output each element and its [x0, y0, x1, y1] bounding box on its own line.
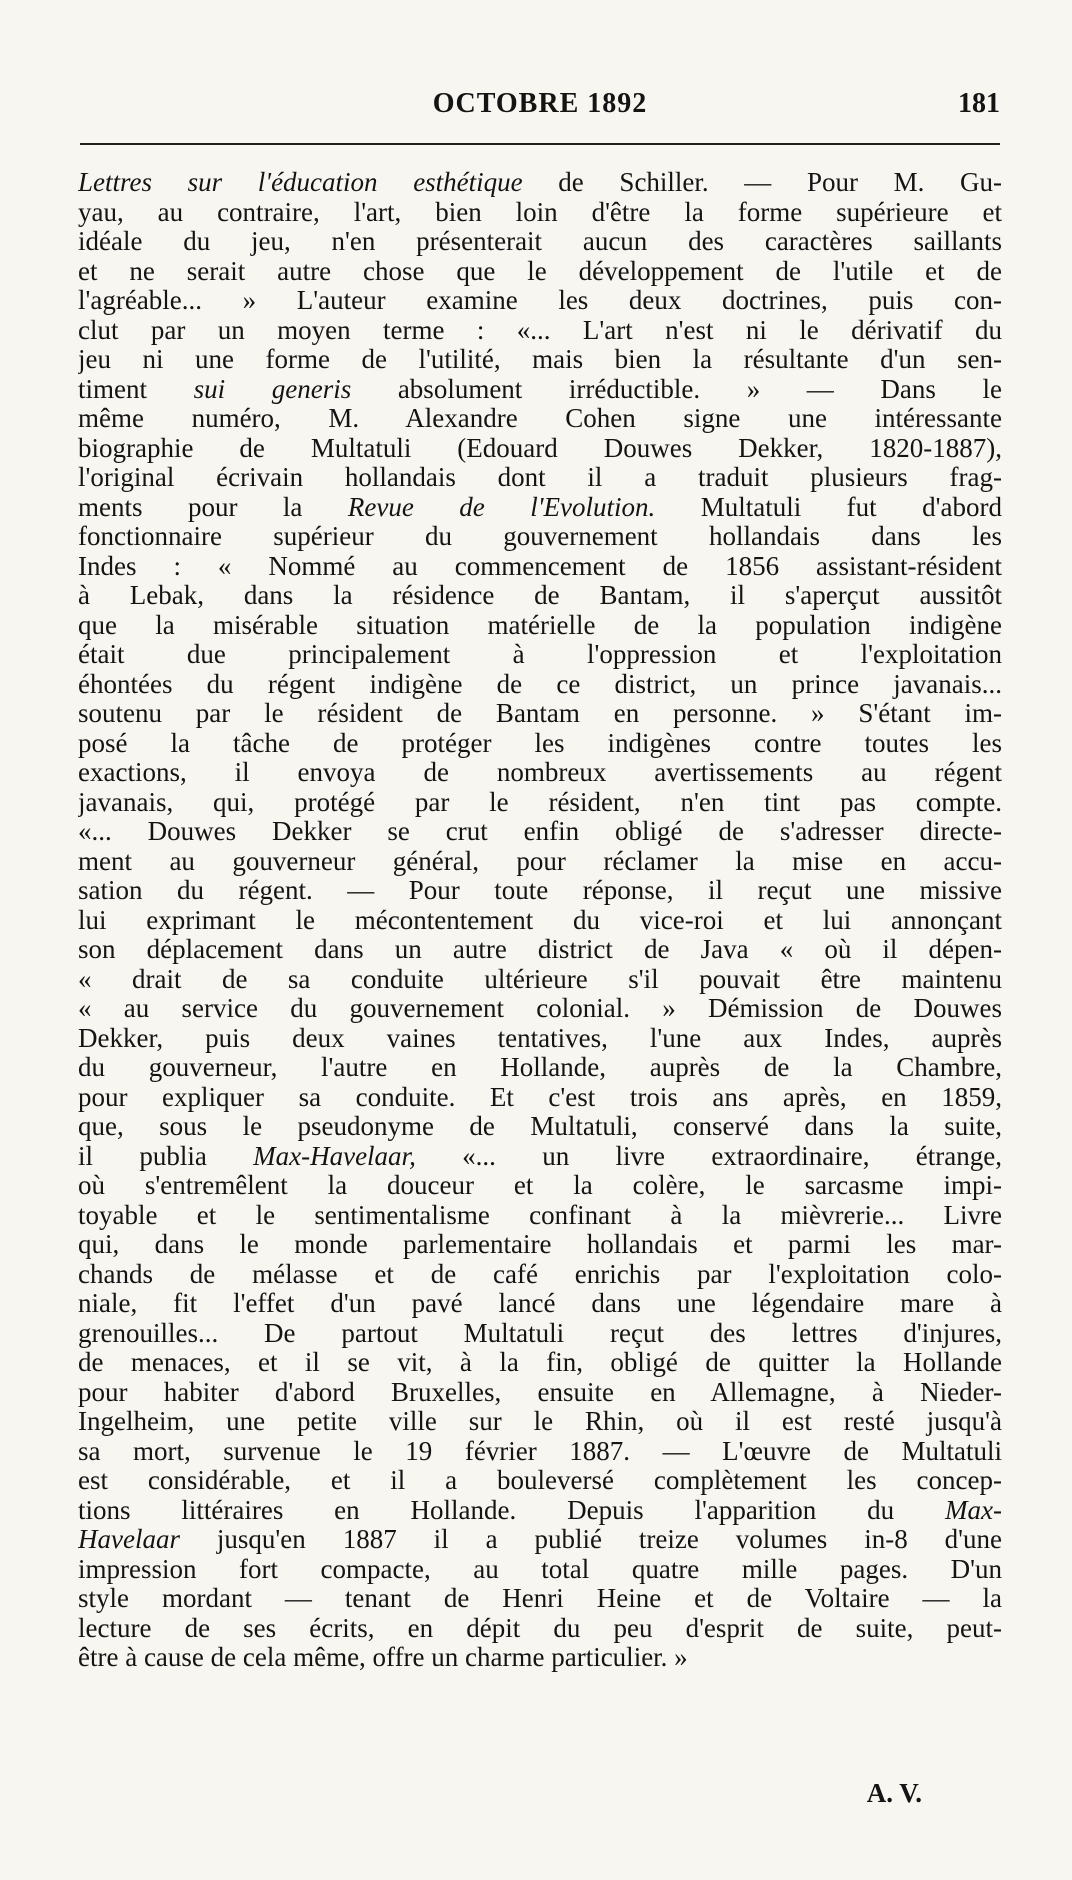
- text-line: [78, 935, 1002, 965]
- text-segment: Dekker, puis deux vaines tentatives, l'une aux Indes, auprès: [78, 1023, 1002, 1053]
- italic-segment: sui generis: [193, 374, 352, 404]
- text-segment: biographie de Multatuli (Edouard Douwes Dekker, 1820-1887),: [78, 433, 1002, 463]
- text-segment: son déplacement dans un autre district de Java « où il dépen-: [78, 935, 1002, 964]
- text-line: [78, 257, 1002, 287]
- text-segment: grenouilles... De partout Multatuli reçut des lettres d'injures,: [78, 1318, 1002, 1348]
- text-segment: l'original écrivain hollandais dont il a traduit plusieurs frag-: [78, 463, 1002, 492]
- text-line: [78, 198, 1002, 228]
- text-segment: même numéro, M. Alexandre Cohen signe une intéressante: [78, 404, 1002, 433]
- text-segment: « drait de sa conduite ultérieure s'il pouvait être maintenu: [78, 964, 1002, 994]
- text-segment: ments pour la: [78, 492, 348, 522]
- text-line: [78, 552, 1002, 582]
- text-line: [78, 729, 1002, 759]
- text-segment: pour habiter d'abord Bruxelles, ensuite en Allemagne, à Nieder-: [78, 1377, 1002, 1407]
- text-segment: il publia: [78, 1141, 254, 1171]
- text-line: [78, 522, 1002, 552]
- text-segment: où s'entremêlent la douceur et la colère, le sarcasme impi-: [78, 1171, 1002, 1200]
- text-line: [78, 1289, 1002, 1319]
- text-line: [78, 758, 1002, 788]
- text-segment: soutenu par le résident de Bantam en personne. » S'étant im-: [78, 699, 1002, 728]
- text-line: [78, 1614, 1002, 1644]
- text-segment: toyable et le sentimentalisme confinant à la mièvrerie... Livre: [78, 1200, 1002, 1230]
- text-segment: Ingelheim, une petite ville sur le Rhin, où il est resté jusqu'à: [78, 1407, 1002, 1436]
- text-segment: que la misérable situation matérielle de la population indigène: [78, 610, 1002, 640]
- text-segment: tions littéraires en Hollande. Depuis l'apparition du: [78, 1495, 946, 1525]
- running-header: [80, 88, 1000, 128]
- text-line: [78, 1083, 1002, 1113]
- text-line: [78, 670, 1002, 700]
- text-segment: être à cause de cela même, offre un charme particulier. »: [78, 1643, 688, 1672]
- text-segment: éhontées du régent indigène de ce district, un prince javanais...: [78, 669, 1002, 699]
- text-line: [78, 1378, 1002, 1408]
- text-line: [78, 1201, 1002, 1231]
- text-segment: exactions, il envoya de nombreux avertissements au régent: [78, 758, 1002, 787]
- text-line: [78, 1407, 1002, 1437]
- text-segment: timent: [78, 374, 194, 404]
- text-line: [78, 640, 1002, 670]
- body-text: [78, 168, 1002, 1673]
- text-line: [78, 1230, 1002, 1260]
- text-line: [78, 1260, 1002, 1290]
- text-line: [78, 1555, 1002, 1585]
- text-segment: javanais, qui, protégé par le résident, n'en tint pas compte.: [78, 787, 1002, 817]
- text-line: [78, 1142, 1002, 1172]
- text-segment: Multatuli fut d'abord: [655, 492, 1002, 522]
- text-segment: style mordant — tenant de Henri Heine et de Voltaire — la: [78, 1584, 1002, 1613]
- text-line: [78, 434, 1002, 464]
- text-line: [78, 1496, 1002, 1526]
- text-line: [78, 375, 1002, 405]
- text-line: [78, 168, 1002, 198]
- text-line: [78, 1171, 1002, 1201]
- header-rule: [80, 143, 1000, 145]
- text-line: [78, 286, 1002, 316]
- text-segment: «... un livre extraordinaire, étrange,: [415, 1141, 1002, 1171]
- text-segment: lui exprimant le mécontentement du vice-roi et lui annonçant: [78, 905, 1002, 935]
- text-segment: posé la tâche de protéger les indigènes contre toutes les: [78, 728, 1002, 758]
- text-segment: est considérable, et il a bouleversé complètement les concep-: [78, 1466, 1002, 1495]
- text-line: [78, 345, 1002, 375]
- text-segment: que, sous le pseudonyme de Multatuli, conservé dans la suite,: [78, 1112, 1002, 1141]
- text-segment: yau, au contraire, l'art, bien loin d'être la forme supérieure et: [78, 197, 1002, 227]
- text-line: [78, 788, 1002, 818]
- text-line: [78, 847, 1002, 877]
- text-segment: qui, dans le monde parlementaire hollandais et parmi les mar-: [78, 1230, 1002, 1259]
- text-line: [78, 1053, 1002, 1083]
- italic-segment: Max-Havelaar,: [253, 1141, 416, 1171]
- text-line: [78, 493, 1002, 523]
- text-segment: l'agréable... » L'auteur examine les deux doctrines, puis con-: [78, 286, 1002, 315]
- text-line: [78, 463, 1002, 493]
- text-segment: lecture de ses écrits, en dépit du peu d'esprit de suite, peut-: [78, 1613, 1002, 1643]
- text-segment: du gouverneur, l'autre en Hollande, auprès de la Chambre,: [78, 1053, 1002, 1082]
- italic-segment: Lettres sur l'éducation esthétique: [78, 168, 523, 197]
- text-line: [78, 404, 1002, 434]
- text-line: [78, 1024, 1002, 1054]
- text-line: [78, 581, 1002, 611]
- text-segment: jeu ni une forme de l'utilité, mais bien la résultante d'un sen-: [78, 345, 1002, 374]
- text-line: [78, 1525, 1002, 1555]
- text-line: [78, 1319, 1002, 1349]
- text-line: [78, 1466, 1002, 1496]
- text-line: [78, 611, 1002, 641]
- text-segment: « au service du gouvernement colonial. » Démission de Douwes: [78, 994, 1002, 1023]
- text-segment: à Lebak, dans la résidence de Bantam, il s'aperçut aussitôt: [78, 581, 1002, 610]
- author-signature: A. V.: [866, 1778, 922, 1808]
- text-segment: sa mort, survenue le 19 février 1887. — L'œuvre de Multatuli: [78, 1436, 1002, 1466]
- text-segment: pour expliquer sa conduite. Et c'est trois ans après, en 1859,: [78, 1082, 1002, 1112]
- text-line: [78, 1437, 1002, 1467]
- text-segment: était due principalement à l'oppression et l'exploitation: [78, 640, 1002, 669]
- text-segment: sation du régent. — Pour toute réponse, il reçut une missive: [78, 876, 1002, 905]
- text-line: [78, 906, 1002, 936]
- page-number: 181: [958, 88, 1000, 119]
- text-segment: absolument irréductible. » — Dans le: [351, 374, 1002, 404]
- italic-segment: Max-: [945, 1495, 1002, 1525]
- italic-segment: Revue de l'Evolution.: [347, 492, 656, 522]
- text-line: [78, 1112, 1002, 1142]
- text-segment: «... Douwes Dekker se crut enfin obligé de s'adresser directe-: [78, 817, 1002, 846]
- text-segment: impression fort compacte, au total quatre mille pages. D'un: [78, 1554, 1002, 1584]
- text-line: [78, 817, 1002, 847]
- text-line: [78, 316, 1002, 346]
- text-segment: idéale du jeu, n'en présenterait aucun des caractères saillants: [78, 227, 1002, 256]
- italic-segment: Havelaar: [78, 1525, 180, 1554]
- text-line: [78, 1643, 1002, 1673]
- text-segment: de menaces, et il se vit, à la fin, obligé de quitter la Hollande: [78, 1348, 1002, 1377]
- text-segment: fonctionnaire supérieur du gouvernement hollandais dans les: [78, 522, 1002, 551]
- text-line: [78, 699, 1002, 729]
- text-line: [78, 876, 1002, 906]
- text-segment: jusqu'en 1887 il a publié treize volumes in-8 d'une: [179, 1525, 1002, 1554]
- text-segment: clut par un moyen terme : «... L'art n'est ni le dérivatif du: [78, 315, 1002, 345]
- text-segment: et ne serait autre chose que le développement de l'utile et de: [78, 256, 1002, 286]
- text-line: [78, 965, 1002, 995]
- text-line: [78, 1348, 1002, 1378]
- text-segment: ment au gouverneur général, pour réclamer la mise en accu-: [78, 846, 1002, 876]
- text-segment: Indes : « Nommé au commencement de 1856 assistant-résident: [78, 551, 1002, 581]
- text-segment: niale, fit l'effet d'un pavé lancé dans une légendaire mare à: [78, 1289, 1002, 1318]
- text-line: [78, 994, 1002, 1024]
- text-segment: chands de mélasse et de café enrichis par l'exploitation colo-: [78, 1259, 1002, 1289]
- text-line: [78, 1584, 1002, 1614]
- text-segment: de Schiller. — Pour M. Gu-: [522, 168, 1002, 197]
- running-title: OCTOBRE 1892: [432, 88, 648, 119]
- text-line: [78, 227, 1002, 257]
